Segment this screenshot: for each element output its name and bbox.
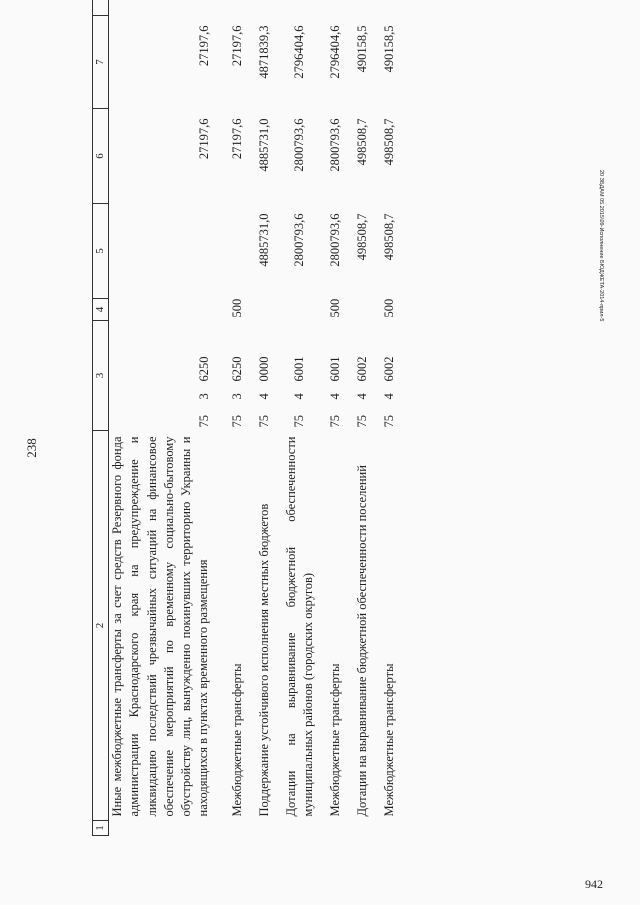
table-row: Дотации на выравнивание бюджетной обеспеченности поселений 7546002 498508,7 498508,7 490158,5 — [344, 0, 371, 836]
row-code: 7546002 — [381, 356, 396, 428]
table-row: Межбюджетные трансферты 7546001 500 2800793,6 2800793,6 2796404,6 — [317, 0, 344, 836]
row-code: 7536250 — [196, 356, 211, 428]
row-code: 7546001 — [327, 356, 342, 428]
header-cell: 2 — [93, 431, 109, 821]
table-row: Дотации на выравнивание бюджетной обеспеченности муниципальных районов (городских округов) 7546001 2800793,6 2800793,6 2796404,6 — [273, 0, 317, 836]
row-name: Дотации на выравнивание бюджетной обеспеченности поселений — [354, 465, 369, 817]
row-name: Межбюджетные трансферты — [229, 663, 244, 817]
row-code: 7540000 — [256, 356, 271, 428]
row-name: Дотации на выравнивание бюджетной обеспеченности муниципальных районов (городских округов) — [283, 436, 315, 817]
row-name: Иные межбюджетные трансферты за счет средств Резервного фонда администрации Краснодарского края на предупреждение и ликвидацию последствий чрезвычайных ситуаций на финансовое обеспечение мероприятий по временному социально-бытовому обустройству лиц, вынужденно покинувших территорию Украины и находящихся в пунктах временного размещения — [110, 436, 211, 817]
header-cell: 3 — [93, 321, 109, 431]
table-row: Межбюджетные трансферты 7536250 500 27197,6 27197,6 — [219, 0, 246, 836]
header-row — [93, 0, 109, 836]
header-cell: 4 — [93, 299, 109, 321]
table-row: Иные межбюджетные трансферты за счет средств Резервного фонда администрации Краснодарского края на предупреждение и ликвидацию последствий чрезвычайных ситуаций на финансовое обеспечение мероприятий по временному социально-бытовому обустройству лиц, вынужденно покинувших территорию Украины и находящихся в пунктах временного размещения 7536250 27197,6 27197,6 — [109, 0, 219, 836]
row-code: 7536250 — [229, 356, 244, 428]
bottom-page-number: 942 — [585, 877, 603, 891]
row-name: Межбюджетные трансферты — [327, 663, 342, 817]
table-row: Поддержание устойчивого исполнения местных бюджетов 7540000 4885731,0 4885731,0 4871839,3 — [246, 0, 273, 836]
header-cell: 7 — [93, 16, 109, 109]
header-cell: 5 — [93, 204, 109, 299]
row-code: 7546002 — [354, 356, 369, 428]
header-cell: 1 — [93, 821, 109, 836]
row-name: Межбюджетные трансферты — [381, 663, 396, 817]
row-code: 7546001 — [292, 356, 307, 428]
budget-table — [92, 0, 398, 836]
row-name: Поддержание устойчивого исполнения местных бюджетов — [256, 503, 271, 817]
table-row: Межбюджетные трансферты 7546002 500 498508,7 498508,7 490158,5 — [371, 0, 398, 836]
header-cell: 6 — [93, 109, 109, 204]
header-cell — [93, 0, 109, 16]
page-number: 238 — [24, 438, 39, 458]
budget-table-wrapper — [92, 25, 559, 836]
